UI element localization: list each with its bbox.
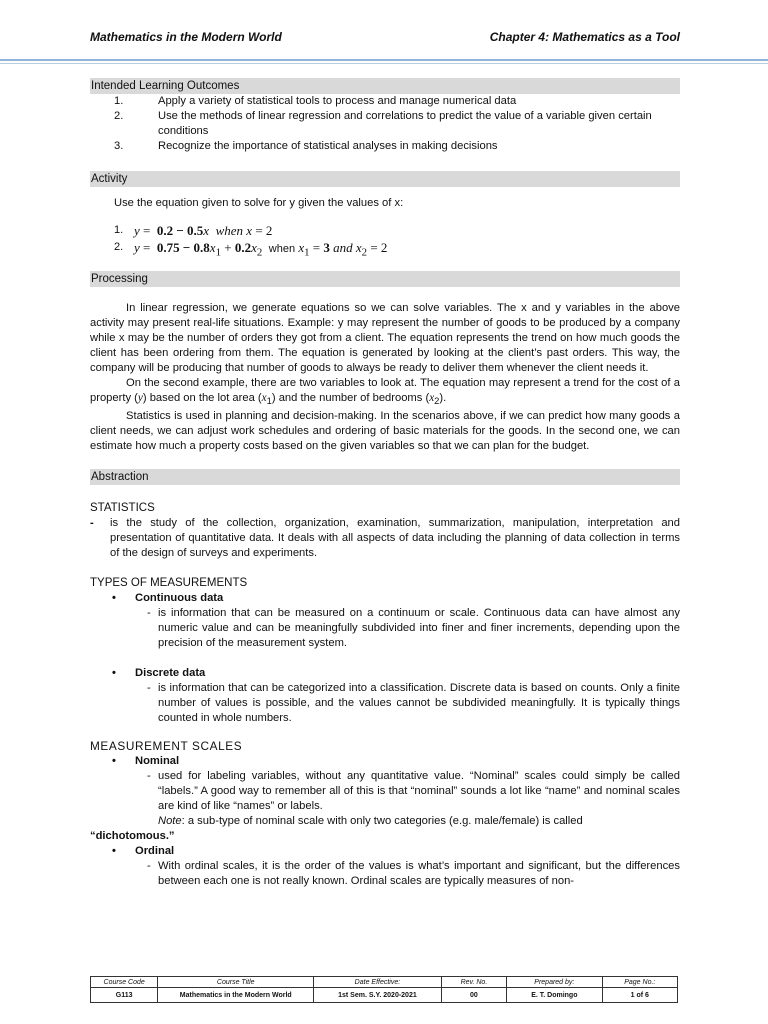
equation-list bbox=[90, 222, 680, 262]
activity-intro: Use the equation given to solve for y given the values of x: bbox=[114, 197, 404, 209]
types-heading: TYPES OF MEASUREMENTS bbox=[90, 576, 248, 589]
document-body bbox=[90, 78, 680, 889]
footer-table bbox=[90, 976, 678, 1003]
ordinal-definition: - With ordinal scales, it is the order of the values is what’s important and significant, but the differences between each one is not really known. Ordinal scales are typically measures of non- bbox=[147, 859, 680, 887]
list-item: 1. Apply a variety of statistical tools to process and manage numerical data bbox=[114, 95, 517, 107]
bullet-discrete: • Discrete data bbox=[112, 666, 206, 679]
processing-paragraph-1: In linear regression, we generate equations so we can solve variables. The x and y variables in the above activity may present real-life situations. Example: y may represent the number of goods to be produced by a company while x may be the number of orders they got from a client. The equation represents the trend on how much goods the client has been ordering from them. The equation is generated by looking at the client’s past orders. This way, the company will be producing that number of goods to always be ready to deliver them whenever the client needs it. bbox=[90, 301, 680, 374]
discrete-definition: - is information that can be categorized into a classification. Discrete data is based on counts. Only a finite number of values is possible, and the values cannot be subdivided meaningfully. It is typically things counted in whole numbers. bbox=[147, 681, 680, 724]
bullet-nominal: • Nominal bbox=[112, 754, 180, 767]
continuous-definition: - is information that can be measured on a continuum or scale. Continuous data can have almost any numeric value and can be meaningfully subdivided into finer and finer increments, depending upon the precision of the measurement system. bbox=[147, 606, 680, 649]
section-activity-heading: Activity bbox=[90, 171, 680, 187]
section-ilo-heading: Intended Learning Outcomes bbox=[90, 78, 680, 94]
nominal-note: Note: a sub-type of nominal scale with only two categories (e.g. male/female) is called bbox=[158, 814, 583, 827]
header-rule-thin bbox=[0, 63, 768, 64]
bullet-ordinal: • Ordinal bbox=[112, 844, 175, 857]
ilo-list bbox=[90, 94, 680, 154]
header-chapter-title: Chapter 4: Mathematics as a Tool bbox=[489, 30, 680, 44]
header-rule bbox=[0, 59, 768, 61]
header-course-title: Mathematics in the Modern World bbox=[90, 30, 282, 44]
equation-1: 1. y = 0.2 − 0.5x when x = 2 bbox=[114, 223, 273, 238]
statistics-heading: STATISTICS bbox=[90, 501, 155, 514]
page-header bbox=[90, 30, 680, 50]
list-item: 3. Recognize the importance of statistical analyses in making decisions bbox=[114, 140, 498, 152]
section-processing-heading: Processing bbox=[90, 271, 680, 287]
section-abstraction-heading: Abstraction bbox=[90, 469, 680, 485]
processing-paragraph-3: Statistics is used in planning and decision-making. In the scenarios above, if we can predict how many goods a client needs, we can adjust work schedules and ordering of basic materials for the goods. In the second one, we can estimate how much a property costs based on the given variables so that we can plan for the budget. bbox=[90, 409, 680, 452]
processing-paragraph-2: On the second example, there are two variables to look at. The equation may represent a trend for the cost of a property (y) based on the lot area $(x_1)$ and the number of bedrooms $(x_2)$. bbox=[90, 376, 680, 406]
scales-heading: MEASUREMENT SCALES bbox=[90, 738, 243, 753]
statistics-definition: - is the study of the collection, organization, examination, summarization, manipulation, interpretation and presentation of quantitative data. It deals with all aspects of data including the planning of data collection in terms of the design of surveys and experiments. bbox=[90, 516, 680, 559]
nominal-definition: - used for labeling variables, without any quantitative value. “Nominal” scales could simply be called “labels.” A good way to remember all of this is that “nominal” sounds a lot like “name” and nominal scales are kind of like “names” or labels. bbox=[147, 769, 680, 812]
footer-value-row: G113 Mathematics in the Modern World 1st Sem. S.Y. 2020-2021 00 E. T. Domingo 1 of 6 bbox=[91, 988, 678, 1003]
bullet-continuous: • Continuous data bbox=[112, 591, 224, 604]
nominal-note-end: “dichotomous.” bbox=[90, 829, 175, 842]
list-item: 2. Use the methods of linear regression and correlations to predict the value of a variable given certain conditions bbox=[114, 110, 652, 137]
equation-2: 2. $y = 0.75 - 0.8x_1 + 0.2x_2$ when $x_1 = 3$ and $x_2 = 2$ bbox=[114, 240, 388, 259]
footer-header-row: Course Code Course Title Date Effective: Rev. No. Prepared by: Page No.: bbox=[91, 977, 678, 988]
